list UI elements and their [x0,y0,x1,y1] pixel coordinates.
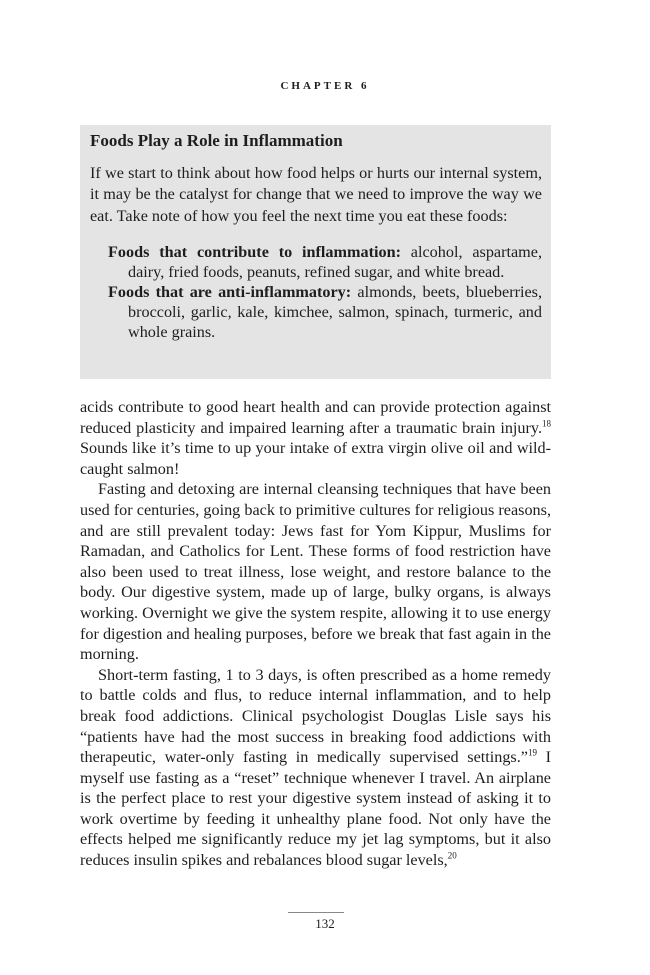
paragraph-text: Sounds like it’s time to up your intake of extra virgin olive oil and wild-caught salmon! [80,439,551,478]
footnote-ref: 18 [542,418,551,429]
paragraph-text: I myself use fasting as a “reset” technique whenever I travel. An airplane is the perfect place to rest your digestive system instead of asking it to work overtime by feeding it unhealthy plane food. Not only have the effects helped me significantly reduce my jet lag symptoms, but it also reduces insulin spikes and rebalances blood sugar levels, [80,748,551,870]
footnote-ref: 20 [447,850,457,861]
list-item-text: alcohol, aspartame, dairy, fried foods, peanuts, refined sugar, and white bread. [128,243,543,282]
list-item-label: Foods that contribute to inflammation: [108,243,401,262]
chapter-heading: CHAPTER 6 [280,80,370,92]
list-item-anti-inflammatory [90,282,542,342]
food-list [90,242,542,342]
paragraph [80,397,551,479]
sidebar-title: Foods Play a Role in Inflammation [90,131,343,150]
footnote-ref: 19 [527,747,537,758]
list-item-inflammatory [90,242,542,282]
list-item-label: Foods that are anti-inflammatory: [108,283,352,302]
list-item-text: almonds, beets, blueberries, broccoli, garlic, kale, kimchee, salmon, spinach, turmeric, and whole grains. [128,283,543,342]
sidebar-intro: If we start to think about how food helps or hurts our internal system, it may be the catalyst for change that we need to improve the way we eat. Take note of how you feel the next time you eat these foods: [90,164,542,225]
sidebar-box [80,125,551,379]
footer-rule [288,912,344,913]
paragraph-text: acids contribute to good heart health and can provide protection against reduced plasticity and impaired learning after a traumatic brain injury. [80,398,551,437]
paragraph: Fasting and detoxing are internal cleansing techniques that have been used for centuries, going back to primitive cultures for religious reasons, and are still prevalent today: Jews fast for Yom Kippur, Muslims for Ramadan, and Catholics for Lent. These forms of food restriction have also been used to treat illness, lose weight, and restore balance to the body. Our digestive system, made up of large, bulky organs, is always working. Overnight we give the system respite, allowing it to use energy for digestion and healing purposes, before we break that fast again in the morning. [80,480,551,664]
paragraph [80,665,551,871]
paragraph-text: Short-term fasting, 1 to 3 days, is often prescribed as a home remedy to battle colds and flus, to reduce internal inflammation, and to help break food addictions. Clinical psychologist Douglas Lisle says his “patients have had the most success in breaking food addictions with therapeutic, water-only fasting in medically supervised settings.” [80,665,551,767]
page-number: 132 [315,916,335,931]
body-text [80,397,551,871]
